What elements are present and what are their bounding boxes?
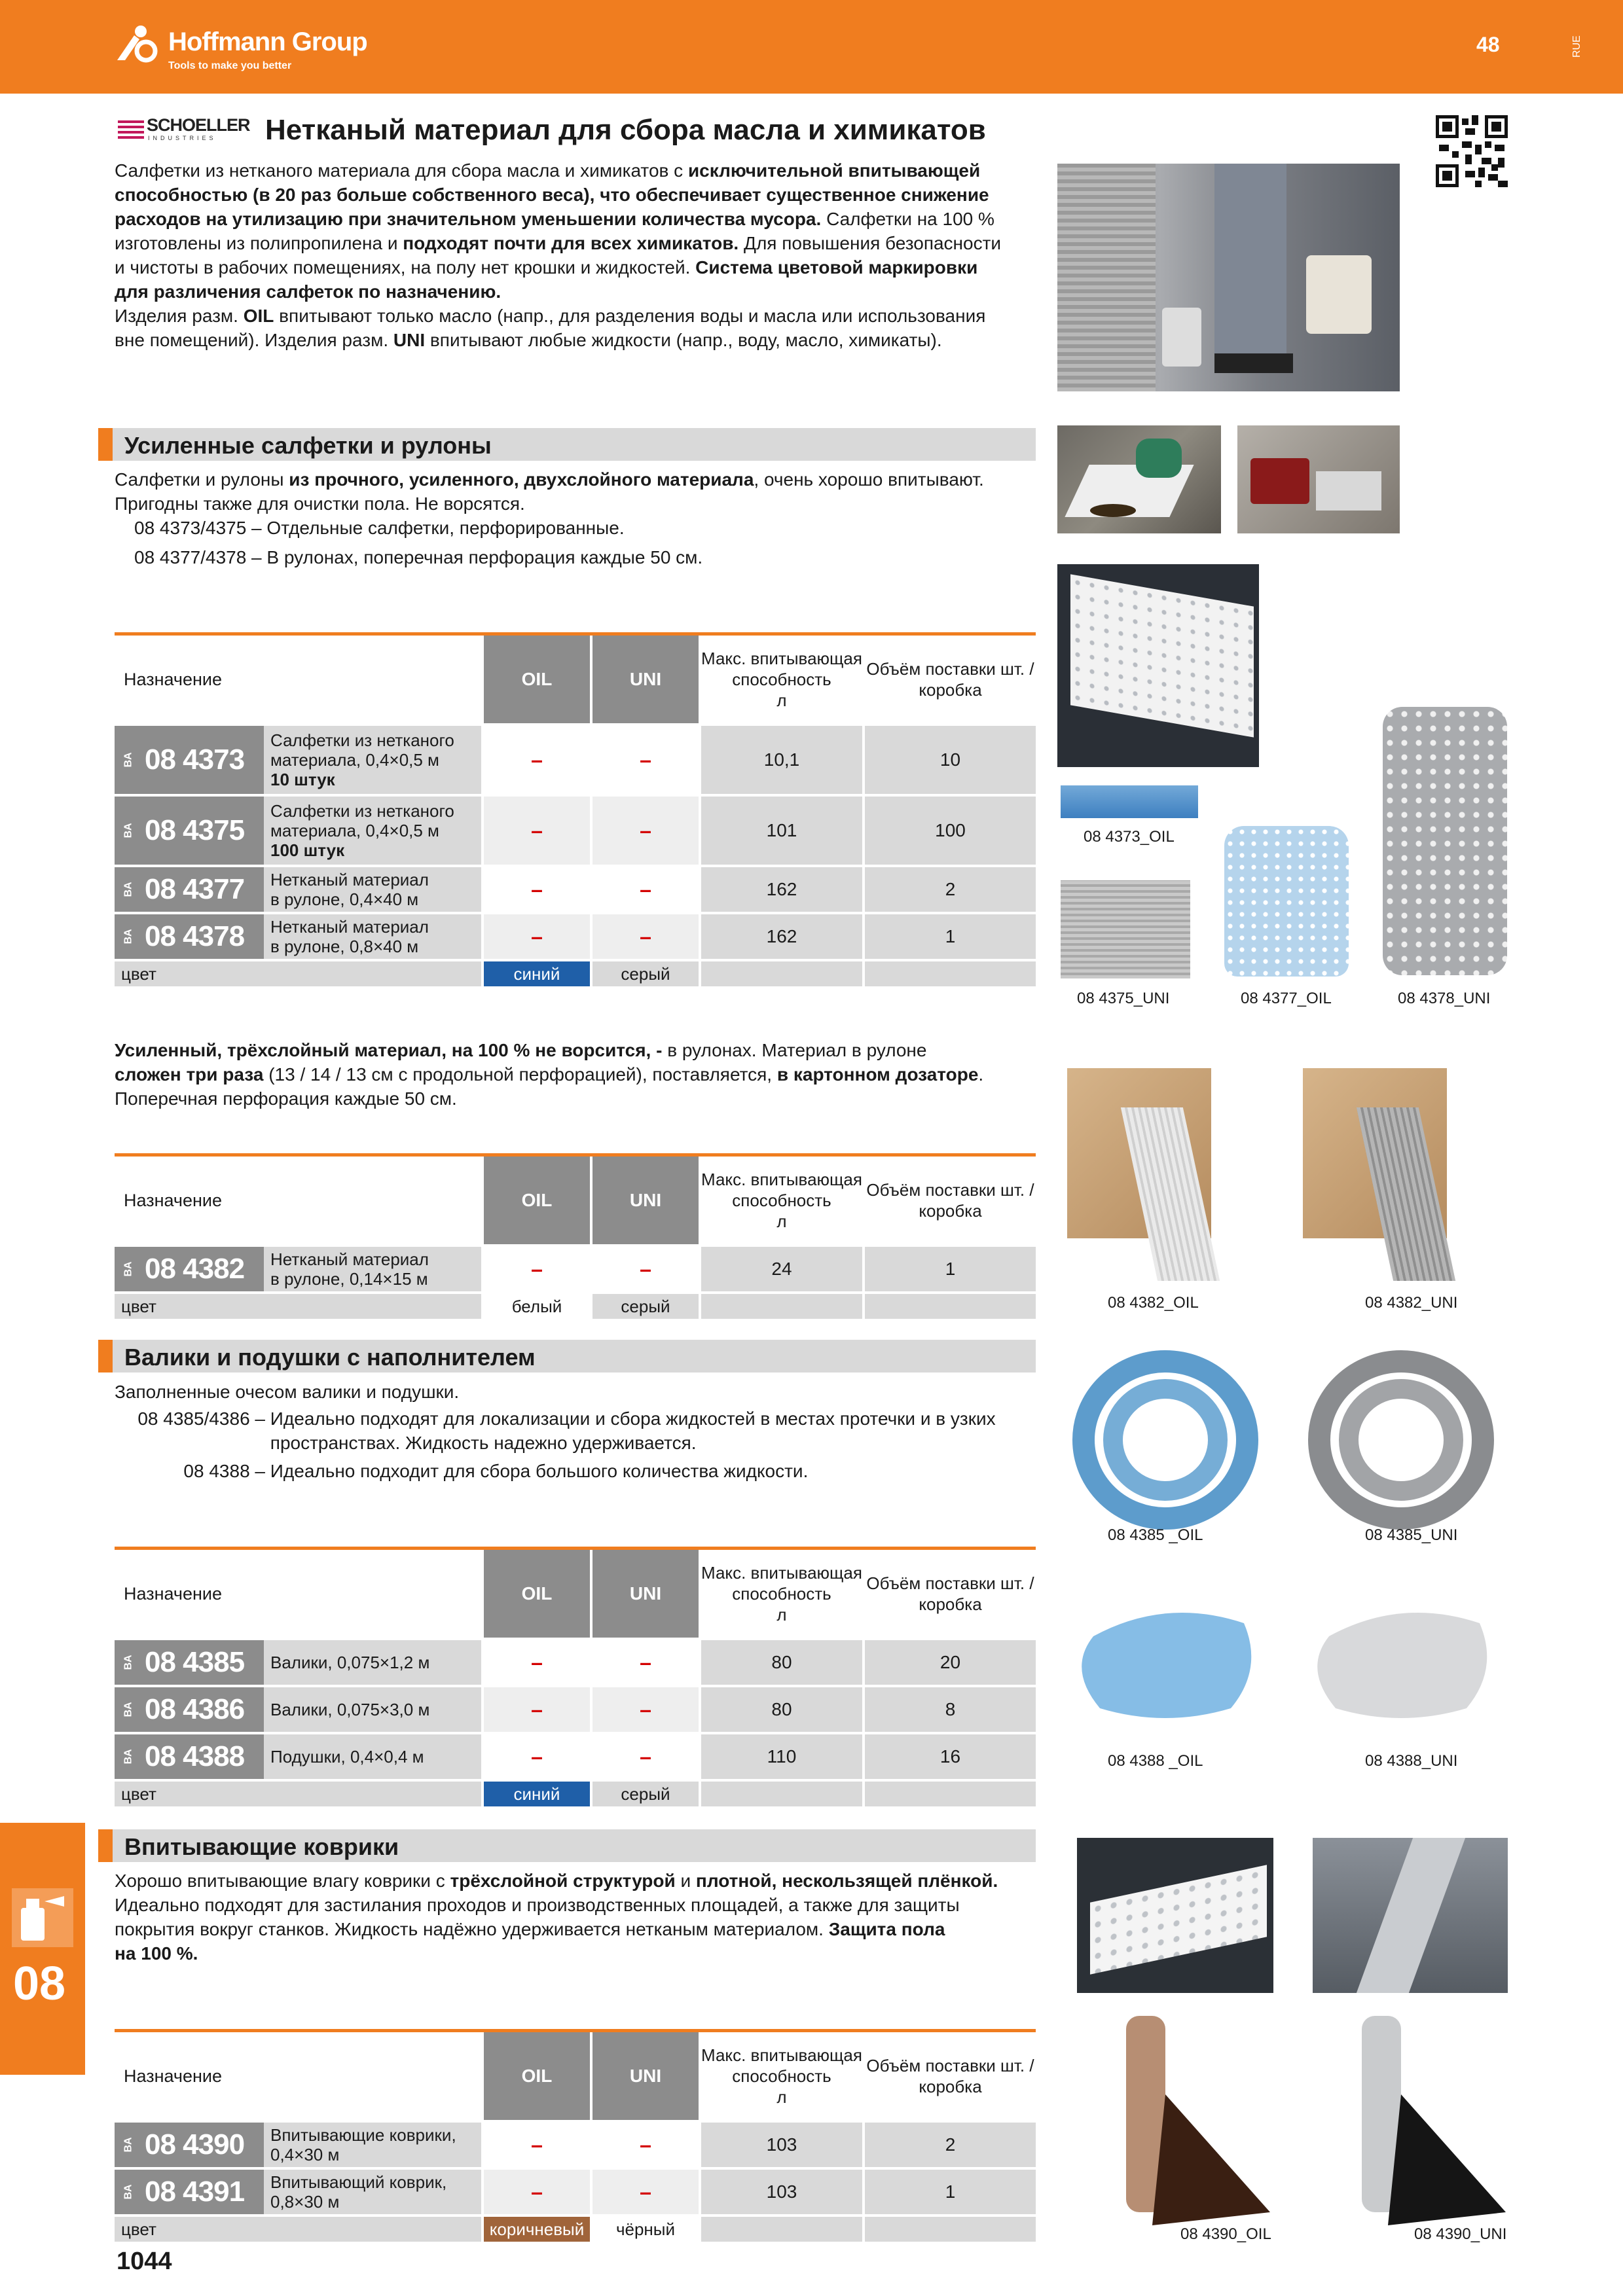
product-photo-wipes-stack	[1057, 564, 1259, 767]
caption: 08 4377_OIL	[1241, 990, 1332, 1007]
table-row[interactable]: BA 08 4391 Впитывающий коврик, 0,8×30 м – – 103 1	[115, 2168, 1036, 2215]
chapter-tab[interactable]	[0, 1823, 85, 2075]
section-text: Хорошо впитывающие влагу коврики с трёхслойной структурой и плотной, нескользящей плёнкой. Идеально подходят для застилания проходов и производственных площадей, а также для защиты покрытия вокруг станков. Жидкость надёжно удерживается нетканым материалом. Защита пола на 100 %.	[115, 1871, 998, 1964]
product-photo-machine	[1237, 425, 1400, 533]
product-table-3	[115, 1547, 1036, 1806]
col-header-max: Макс. впитывающая способность л	[700, 1155, 864, 1246]
table-row[interactable]: BA 08 4386 Валики, 0,075×3,0 м – – 80 8	[115, 1686, 1036, 1733]
intro-line: Изделия разм. OIL впитывают только масло (напр., для разделения воды и масла или использования	[115, 306, 986, 326]
product-photo-4382-oil	[1067, 1055, 1264, 1281]
col-header-vol: Объём поставки шт. / коробка	[864, 1155, 1036, 1246]
col-header-max: Макс. впитывающая способность л	[700, 2031, 864, 2122]
page-title: Нетканый материал для сбора масла и химикатов	[265, 114, 986, 146]
caption: 08 4388_UNI	[1365, 1752, 1458, 1770]
product-photo-4378	[1383, 707, 1507, 975]
table-row[interactable]: BA 08 4377 Нетканый материал в рулоне, 0,4×40 м – – 162 2	[115, 866, 1036, 913]
caption: 08 4388 _OIL	[1108, 1752, 1203, 1770]
product-photo-4377	[1224, 826, 1349, 977]
article-number: 08 4378	[145, 920, 245, 952]
col-header-vol: Объём поставки шт. / коробка	[864, 1549, 1036, 1640]
section-header-reinforced: Усиленные салфетки и рулоны	[98, 428, 1036, 461]
schoeller-logo-icon	[118, 119, 144, 139]
brand-slogan: Tools to make you better	[168, 60, 292, 71]
intro-text	[115, 158, 1001, 352]
article-number: 08 4391	[145, 2176, 245, 2208]
caption: 08 4385_UNI	[1365, 1526, 1458, 1544]
product-photo-mat-perforated	[1077, 1838, 1273, 1993]
supplier-sub: INDUSTRIES	[148, 135, 217, 141]
col-header-name: Назначение	[115, 2031, 483, 2122]
product-photo-4385-oil	[1067, 1342, 1264, 1532]
intro-line: изготовлены из полипропилена и подходят почти для всех химикатов. Для повышения безопасности	[115, 233, 1002, 253]
table-row[interactable]: BA 08 4375 Салфетки из нетканого материала, 0,4×0,5 м 100 штук – – 101 100	[115, 795, 1036, 866]
col-header-vol: Объём поставки шт. / коробка	[864, 2031, 1036, 2122]
table-row[interactable]: BA 08 4388 Подушки, 0,4×0,4 м – – 110 16	[115, 1733, 1036, 1780]
section-text: Салфетки и рулоны из прочного, усиленного, двухслойного материала, очень хорошо впитывают. Пригодны также для очистки пола. Не ворсятся. 08 4373/4375 – Отдельные салфетки, перфорированные. 08 4377/4378 – В рулонах, поперечная перфорация каждые 50 см.	[115, 469, 984, 567]
color-row: цвет синий серый	[115, 1780, 1036, 1806]
color-row: цвет синий серый	[115, 960, 1036, 986]
article-number: 08 4377	[145, 873, 245, 905]
col-header-uni: UNI	[591, 634, 700, 725]
supplier-logo	[118, 115, 252, 144]
col-header-name: Назначение	[115, 634, 483, 725]
caption: 08 4390_OIL	[1180, 2225, 1271, 2243]
col-header-uni: UNI	[591, 2031, 700, 2122]
page-number: 1044	[117, 2248, 172, 2275]
intro-line: вне помещений). Изделия разм. UNI впитывают любые жидкости (напр., воду, масло, химикаты).	[115, 330, 942, 350]
caption: 08 4375_UNI	[1077, 990, 1170, 1007]
col-header-oil: OIL	[483, 1549, 591, 1640]
caption: 08 4382_UNI	[1365, 1294, 1458, 1312]
article-number: 08 4375	[145, 814, 245, 846]
table-row[interactable]: BA 08 4390 Впитывающие коврики, 0,4×30 м – – 103 2	[115, 2121, 1036, 2168]
intro-line: расходов на утилизацию при значительном уменьшении количества мусора. Салфетки на 100 %	[115, 209, 994, 229]
product-photo-4385-uni	[1303, 1342, 1499, 1532]
table-row[interactable]: BA 08 4382 Нетканый материал в рулоне, 0,14×15 м – – 24 1	[115, 1246, 1036, 1293]
chapter-number-tab: 08	[13, 1958, 66, 2010]
col-header-oil: OIL	[483, 634, 591, 725]
product-table-4	[115, 2029, 1036, 2242]
section-header-socks: Валики и подушки с наполнителем	[98, 1340, 1036, 1372]
color-row: цвет коричневый чёрный	[115, 2215, 1036, 2242]
article-number: 08 4386	[145, 1693, 245, 1725]
col-header-vol: Объём поставки шт. / коробка	[864, 634, 1036, 725]
product-photo-4388-uni	[1303, 1597, 1499, 1728]
col-header-max: Макс. впитывающая способность л	[700, 1549, 864, 1640]
chapter-number: 48	[1476, 33, 1500, 56]
col-header-max: Макс. впитывающая способность л	[700, 634, 864, 725]
col-header-uni: UNI	[591, 1549, 700, 1640]
table-row[interactable]: BA 08 4373 Салфетки из нетканого материала, 0,4×0,5 м 10 штук – – 10,1 10	[115, 725, 1036, 795]
article-number: 08 4373	[145, 744, 245, 776]
col-header-name: Назначение	[115, 1155, 483, 1246]
brand-name: Hoffmann Group	[168, 27, 367, 56]
product-photo-4390-oil	[1113, 2016, 1283, 2232]
section-header-mats: Впитывающие коврики	[98, 1829, 1036, 1862]
table-row[interactable]: BA 08 4378 Нетканый материал в рулоне, 0,8×40 м – – 162 1	[115, 913, 1036, 960]
product-photo-spill	[1057, 425, 1221, 533]
article-number: 08 4382	[145, 1253, 245, 1285]
product-photo-4388-oil	[1067, 1597, 1264, 1728]
col-header-name: Назначение	[115, 1549, 483, 1640]
section-text: Усиленный, трёхслойный материал, на 100 % не ворсится, - в рулонах. Материал в рулоне сложен три раза (13 / 14 / 13 см с продольной перфорацией), поставляется, в картонном дозаторе. Поперечная перфорация каждые 50 см.	[115, 1040, 984, 1109]
supplier-name: SCHOELLER	[147, 115, 250, 135]
language-code: RUE	[1571, 35, 1582, 58]
product-table-1	[115, 632, 1036, 986]
caption: 08 4382_OIL	[1108, 1294, 1199, 1312]
caption: 08 4378_UNI	[1398, 990, 1491, 1007]
intro-line: Салфетки из нетканого материала для сбора масла и химикатов с исключительной впитывающей	[115, 160, 981, 181]
intro-line: для различения салфеток по назначению.	[115, 281, 501, 302]
product-photo-4375	[1061, 880, 1190, 978]
article-number: 08 4390	[145, 2128, 245, 2161]
safety-spray-icon	[12, 1888, 73, 1947]
qr-code-icon[interactable]	[1436, 115, 1508, 187]
table-row[interactable]: BA 08 4385 Валики, 0,075×1,2 м – – 80 20	[115, 1639, 1036, 1686]
color-row: цвет белый серый	[115, 1293, 1036, 1319]
product-photo-4373	[1061, 785, 1198, 818]
intro-line: и чистоты в рабочих помещениях, на полу нет крошки и жидкостей. Система цветовой маркировки	[115, 257, 978, 278]
product-table-2	[115, 1153, 1036, 1319]
hoffmann-logo-icon	[115, 20, 160, 65]
intro-line: способностью (в 20 раз больше собственного веса), что обеспечивает существенное снижение	[115, 185, 989, 205]
caption: 08 4373_OIL	[1084, 828, 1175, 846]
col-header-oil: OIL	[483, 1155, 591, 1246]
article-number: 08 4385	[145, 1646, 245, 1678]
product-photo-mat-floor	[1313, 1838, 1508, 1993]
caption: 08 4390_UNI	[1414, 2225, 1507, 2243]
col-header-uni: UNI	[591, 1155, 700, 1246]
product-photo-4390-uni	[1349, 2016, 1519, 2232]
article-number: 08 4388	[145, 1740, 245, 1772]
col-header-oil: OIL	[483, 2031, 591, 2122]
product-photo-workplace	[1057, 164, 1400, 391]
section-text: Заполненные очесом валики и подушки. 08 4385/4386 – Идеально подходят для локализации и сбора жидкостей в местах протечки и в узких пространствах. Жидкость надежно удерживается. 08 4388 – Идеально подходит для сбора большого количества жидкости.	[115, 1382, 996, 1481]
caption: 08 4385 _OIL	[1108, 1526, 1203, 1544]
product-photo-4382-uni	[1303, 1055, 1499, 1281]
